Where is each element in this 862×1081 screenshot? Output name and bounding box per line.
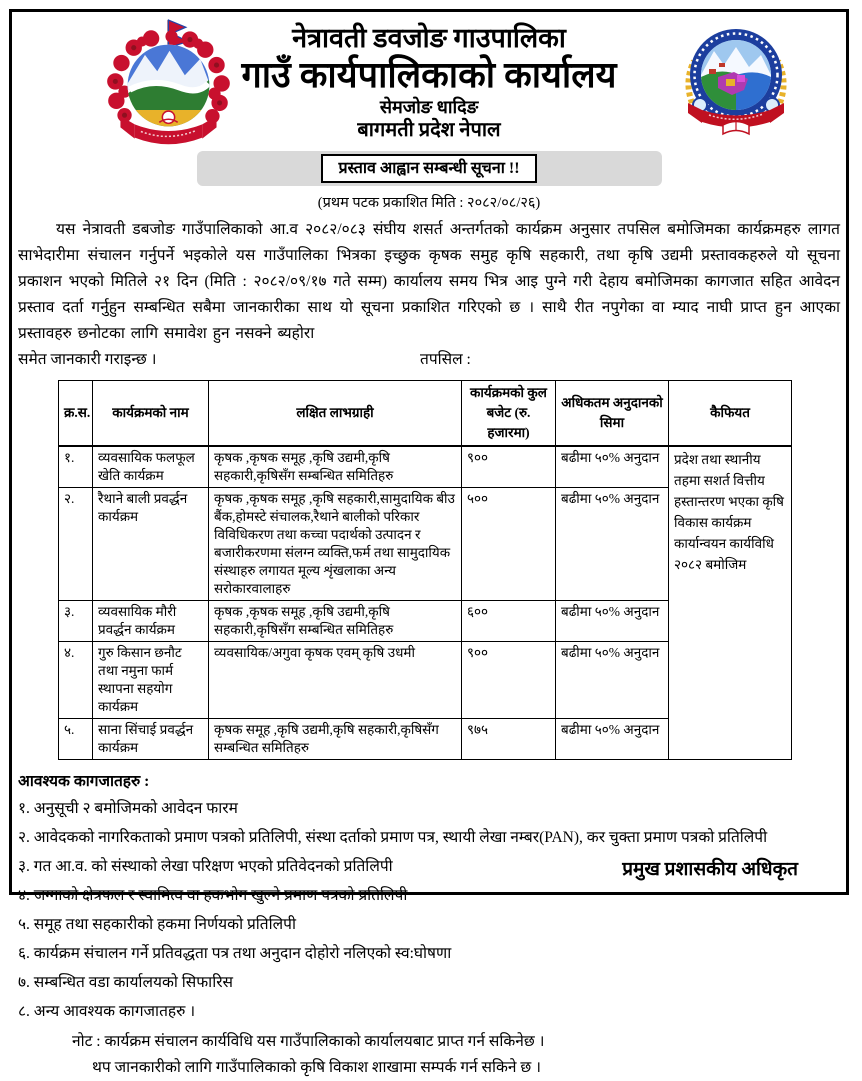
nepal-emblem-icon [100, 16, 238, 154]
documents-title: आवश्यक कागजातहरु : [18, 773, 150, 790]
cell-beneficiary: कृषक ,कृषक समूह ,कृषि उद्यमी,कृषि सहकारी,कृषिसँग सम्बन्धित समितिहरु [209, 601, 462, 642]
cell-remarks: प्रदेश तथा स्थानीय तहमा सशर्त वित्तीय हस्तान्तरण भएका कृषि विकास कार्यक्रम कार्यान्वयन कार्यविधि २०८२ बमोजिम [669, 446, 792, 760]
cell-grant: बढीमा ५०% अनुदान [556, 719, 669, 760]
cell-sn: १. [59, 446, 93, 488]
municipality-seal-icon [676, 18, 796, 140]
note-line-2: थप जानकारीको लागि गाउँपालिकाको कृषि विकाश शाखामा सम्पर्क गर्न सकिने छ । [92, 1059, 542, 1076]
notice-title: प्रस्ताव आह्वान सम्बन्धी सूचना !! [321, 154, 536, 183]
cell-budget: ९०० [462, 642, 556, 719]
cell-beneficiary: कृषक ,कृषक समूह ,कृषि सहकारी,सामुदायिक बीउ बैंक,होमस्टे संचालक,रैथाने बालीको परिकार विविधिकरण तथा कच्चा पदार्थको उत्पादन र बजारीकरणमा संलग्न व्यक्ति,फर्म तथा सामुदायिक संस्थाहरु लगायत मूल्य शृंखलाका अन्य सरोकारवालाहरु [209, 488, 462, 601]
col-header-program: कार्यक्रमको नाम [93, 381, 209, 447]
document-item: २. आवेदकको नागरिकताको प्रमाण पत्रको प्रतिलिपी, संस्था दर्ताको प्रमाण पत्र, स्थायी लेखा नम्बर(PAN), कर चुक्ता प्रमाण पत्रको प्रतिलिपी [18, 829, 768, 846]
col-header-beneficiary: लक्षित लाभग्राही [209, 381, 462, 447]
document-item: ५. समूह तथा सहकारीको हकमा निर्णयको प्रतिलिपी [18, 916, 296, 933]
letterhead [12, 12, 846, 142]
paragraph-last-line [18, 347, 840, 373]
document-item: ८. अन्य आवश्यक कागजातहरु । [18, 1003, 196, 1020]
cell-beneficiary: कृषक समूह ,कृषि उद्यमी,कृषि सहकारी,कृषिसँग सम्बन्धित समितिहरु [209, 719, 462, 760]
tapasil-label: तपसिल : [420, 351, 471, 368]
cell-sn: ३. [59, 601, 93, 642]
cell-sn: ५. [59, 719, 93, 760]
municipality-logo [676, 18, 796, 140]
cell-grant: बढीमा ५०% अनुदान [556, 642, 669, 719]
nepal-emblem-logo [100, 16, 238, 154]
cell-budget: ९७५ [462, 719, 556, 760]
paragraph-closing: समेत जानकारी गराइन्छ । [18, 351, 157, 368]
col-header-sn: क्र.स. [59, 381, 93, 447]
province-line: बागमती प्रदेश नेपाल [357, 119, 501, 141]
cell-grant: बढीमा ५०% अनुदान [556, 488, 669, 601]
col-header-budget: कार्यक्रमको कुल बजेट (रु. हजारमा) [462, 381, 556, 447]
col-header-grant: अधिकतम अनुदानको सिमा [556, 381, 669, 447]
cell-budget: ९०० [462, 446, 556, 488]
notice-paragraph: यस नेत्रावती डबजोङ गाउँपालिकाको आ.व २०८२/०८३ संघीय शसर्त अन्तर्गतको कार्यक्रम अनुसार तपसिल बमोजिमका कार्यक्रमहरु लागत साभेदारीमा संचालन गर्नुपर्ने भइकोले यस गाउँपालिका भित्रका इच्छुक कृषक समुह कृषि सहकारी, तथा कृषि उद्यमी प्रस्तावकहरुले यो सूचना प्रकाशन भएको मितिले २१ दिन (मिति : २०८२/०९/१७ गते सम्म) कार्यालय समय भित्र आइ पुग्ने गरी देहाय बमोजिमका कागजात सहित आवेदन प्रस्ताव दर्ता गर्नुहुन सम्बन्धित सबैमा जानकारीका साथ यो सूचना प्रकाशित गरिएको छ । साथै रीत नपुगेका वा म्याद नाघी प्राप्त हुन आएका प्रस्तावहरु छनोटका लागि समावेश हुन नसक्ने ब्यहोरा [18, 221, 840, 342]
document-item: ३. गत आ.व. को संस्थाको लेखा परिक्षण भएको प्रतिवेदनको प्रतिलिपी [18, 858, 393, 875]
cell-beneficiary: व्यवसायिक/अगुवा कृषक एवम् कृषि उधमी [209, 642, 462, 719]
cell-sn: ४. [59, 642, 93, 719]
office-place: सेमजोङ धादिङ [379, 97, 479, 117]
required-documents-section [18, 770, 840, 1026]
cell-program: रैथाने बाली प्रवर्द्धन कार्यक्रम [93, 488, 209, 601]
cell-grant: बढीमा ५०% अनुदान [556, 446, 669, 488]
cell-grant: बढीमा ५०% अनुदान [556, 601, 669, 642]
cell-budget: ६०० [462, 601, 556, 642]
cell-program: साना सिंचाई प्रवर्द्धन कार्यक्रम [93, 719, 209, 760]
notice-title-strip [197, 151, 662, 186]
cell-program: व्यवसायिक मौरी प्रवर्द्धन कार्यक्रम [93, 601, 209, 642]
signatory-title: प्रमुख प्रशासकीय अधिकृत [622, 859, 798, 880]
document-item: ७. सम्बन्धित वडा कार्यालयको सिफारिस [18, 974, 234, 991]
document-item: ४. जग्गाको क्षेत्रफल र स्वामित्व वा हकभोग खुल्ने प्रमाण पत्रको प्रतिलिपी [18, 887, 408, 904]
publish-date-line: (प्रथम पटक प्रकाशित मिति : २०८२/०८/२६) [317, 195, 541, 211]
document-item: १. अनुसूची २ बमोजिमको आवेदन फारम [18, 800, 238, 817]
municipality-name: नेत्रावती डवजोङ गाउपालिका [292, 23, 566, 53]
program-table [58, 380, 792, 760]
cell-beneficiary: कृषक ,कृषक समूह ,कृषि उद्यमी,कृषि सहकारी,कृषिसँग सम्बन्धित समितिहरु [209, 446, 462, 488]
document-item: ६. कार्यक्रम संचालन गर्ने प्रतिवद्धता पत्र तथा अनुदान दोहोरो नलिएको स्व:घोषणा [18, 945, 452, 962]
table-row [59, 446, 792, 488]
office-name: गाउँ कार्यपालिकाको कार्यालय [241, 55, 617, 95]
cell-program: गुरु किसान छनौट तथा नमुना फार्म स्थापना सहयोग कार्यक्रम [93, 642, 209, 719]
table-header-row [59, 381, 792, 447]
cell-budget: ५०० [462, 488, 556, 601]
document-page [9, 9, 849, 1076]
cell-program: व्यवसायिक फलफूल खेति कार्यक्रम [93, 446, 209, 488]
cell-sn: २. [59, 488, 93, 601]
col-header-remarks: कैफियत [669, 381, 792, 447]
note-line-1: नोट : कार्यक्रम संचालन कार्यविधि यस गाउँपालिकाको कार्यालयबाट प्राप्त गर्न सकिनेछ । [72, 1033, 545, 1050]
